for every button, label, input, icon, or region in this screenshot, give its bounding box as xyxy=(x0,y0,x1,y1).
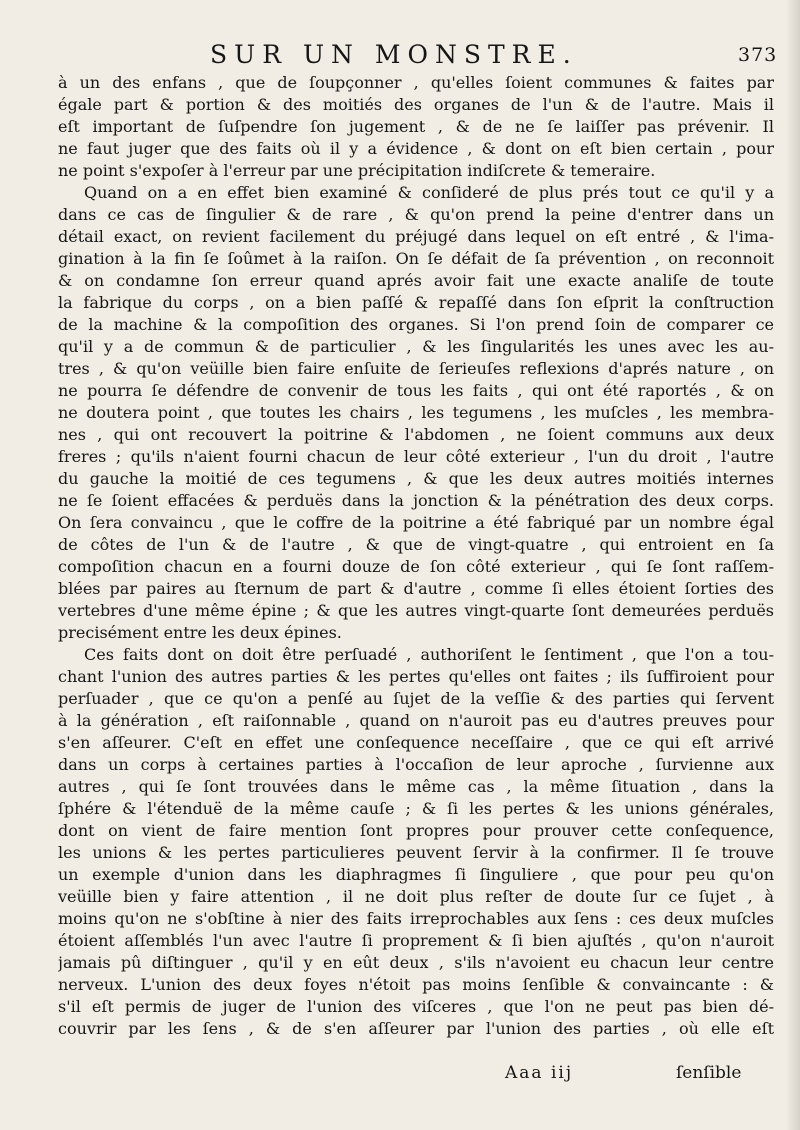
text-line: & on condamne ſon erreur quand aprés avoir fait une exacte analiſe de toute xyxy=(58,271,774,290)
text-line: precisément entre les deux épines. xyxy=(58,623,342,642)
text-line: un exemple d'union dans les diaphragmes ſi ſinguliere , que pour peu qu'on xyxy=(58,865,774,884)
page-header xyxy=(0,40,800,70)
text-line: moins qu'on ne s'obſtine à nier des faits irreprochables aux ſens : ces deux muſcles xyxy=(58,909,774,928)
text-line: tres , & qu'on veüille bien faire enſuite de ſerieuſes reflexions d'aprés nature , on xyxy=(58,359,774,378)
text-line: Quand on a en effet bien examiné & conſideré de plus prés tout ce qu'il y a xyxy=(84,183,774,202)
text-line: Ces faits dont on doit être perſuadé , authoriſent le ſentiment , que l'on a tou- xyxy=(84,645,774,664)
text-line: veüille bien y faire attention , il ne doit plus reſter de doute ſur ce ſujet , à xyxy=(58,887,774,906)
text-line: vertebres d'une même épine ; & que les autres vingt-quarte ſont demeurées perduës xyxy=(58,601,774,620)
signature-mark: Aaa iij xyxy=(505,1063,574,1083)
text-line: ſphére & l'étenduë de la même cauſe ; & ſi les pertes & les unions générales, xyxy=(58,799,774,818)
text-line: ne ſe ſoient effacées & perduës dans la jonction & la pénétration des deux corps. xyxy=(58,491,774,510)
text-line: s'en aſſeurer. C'eſt en effet une conſequence neceſſaire , que ce qui eſt arrivé xyxy=(58,733,774,752)
text-line: compoſition chacun en a fourni douze de ſon côté exterieur , qui ſe ſont raſſem- xyxy=(58,557,774,576)
text-line: jamais pû diſtinguer , qu'il y en eût deux , s'ils n'avoient eu chacun leur centre xyxy=(58,953,774,972)
text-line: freres ; qu'ils n'aient fourni chacun de leur côté exterieur , l'un du droit , l'autre xyxy=(58,447,774,466)
text-line: dont on vient de faire mention ſont propres pour prouver cette conſequence, xyxy=(58,821,774,840)
text-line: ne point s'expoſer à l'erreur par une précipitation indiſcrete & temeraire. xyxy=(58,161,656,180)
page-number: 373 xyxy=(738,44,778,66)
text-line: dans un corps à certaines parties à l'occaſion de leur aproche , ſurvienne aux xyxy=(58,755,774,774)
text-line: autres , qui ſe ſont trouvées dans le même cas , la même ſituation , dans la xyxy=(58,777,774,796)
text-line: de la machine & la compoſition des organes. Si l'on prend ſoin de comparer ce xyxy=(58,315,774,334)
text-line: à un des enfans , que de ſoupçonner , qu'elles ſoient communes & faites par xyxy=(58,73,774,92)
text-line: perſuader , que ce qu'on a penſé au ſujet de la veſſie & des parties qui ſervent xyxy=(58,689,774,708)
text-line: les unions & les pertes particulieres peuvent ſervir à la confirmer. Il ſe trouve xyxy=(58,843,774,862)
page-footer xyxy=(0,1063,800,1089)
body-text xyxy=(58,72,774,1040)
text-line: gination à la fin ſe ſoûmet à la raiſon. On ſe défait de ſa prévention , on reconnoit xyxy=(58,249,774,268)
text-line: s'il eſt permis de juger de l'union des viſceres , que l'on ne peut pas bien dé- xyxy=(58,997,774,1016)
text-line: eſt important de ſuſpendre ſon jugement , & de ne ſe laiſſer pas prévenir. Il xyxy=(58,117,774,136)
catchword: ſenſible xyxy=(676,1063,742,1083)
text-line: étoient aſſemblés l'un avec l'autre ſi proprement & ſi bien ajuſtés , qu'on n'auroit xyxy=(58,931,774,950)
text-line: nes , qui ont recouvert la poitrine & l'abdomen , ne ſoient communs aux deux xyxy=(58,425,774,444)
text-line: égale part & portion & des moitiés des organes de l'un & de l'autre. Mais il xyxy=(58,95,774,114)
text-line: dans ce cas de ſingulier & de rare , & qu'on prend la peine d'entrer dans un xyxy=(58,205,774,224)
text-line: détail exact, on revient facilement du préjugé dans lequel on eſt entré , & l'ima- xyxy=(58,227,774,246)
running-title: SUR UN MONSTRE. xyxy=(210,40,578,69)
text-line: ne doutera point , que toutes les chairs , les tegumens , les muſcles , les membra- xyxy=(58,403,774,422)
text-line: de côtes de l'un & de l'autre , & que de vingt-quatre , qui entroient en ſa xyxy=(58,535,774,554)
text-line: du gauche la moitié de ces tegumens , & que les deux autres moitiés internes xyxy=(58,469,774,488)
text-line: ne pourra ſe défendre de convenir de tous les faits , qui ont été raportés , & on xyxy=(58,381,774,400)
text-line: la fabrique du corps , on a bien paſſé & repaſſé dans ſon eſprit la conſtruction xyxy=(58,293,774,312)
text-line: On ſera convaincu , que le coffre de la poitrine a été fabriqué par un nombre égal xyxy=(58,513,774,532)
text-line: blées par paires au ſternum de part & d'autre , comme ſi elles étoient ſorties des xyxy=(58,579,774,598)
text-line: nerveux. L'union des deux foyes n'étoit pas moins ſenſible & convaincante : & xyxy=(58,975,774,994)
text-line: chant l'union des autres parties & les pertes qu'elles ont faites ; ils ſuffiroient pour xyxy=(58,667,774,686)
text-line: couvrir par les ſens , & de s'en aſſeurer par l'union des parties , où elle eſt xyxy=(58,1019,774,1038)
text-line: qu'il y a de commun & de particulier , & les ſingularités les unes avec les au- xyxy=(58,337,774,356)
page-edge-shadow xyxy=(786,0,800,1130)
text-line: ne faut juger que des faits où il y a évidence , & dont on eſt bien certain , pour xyxy=(58,139,774,158)
text-line: à la génération , eſt raiſonnable , quand on n'auroit pas eu d'autres preuves pour xyxy=(58,711,774,730)
